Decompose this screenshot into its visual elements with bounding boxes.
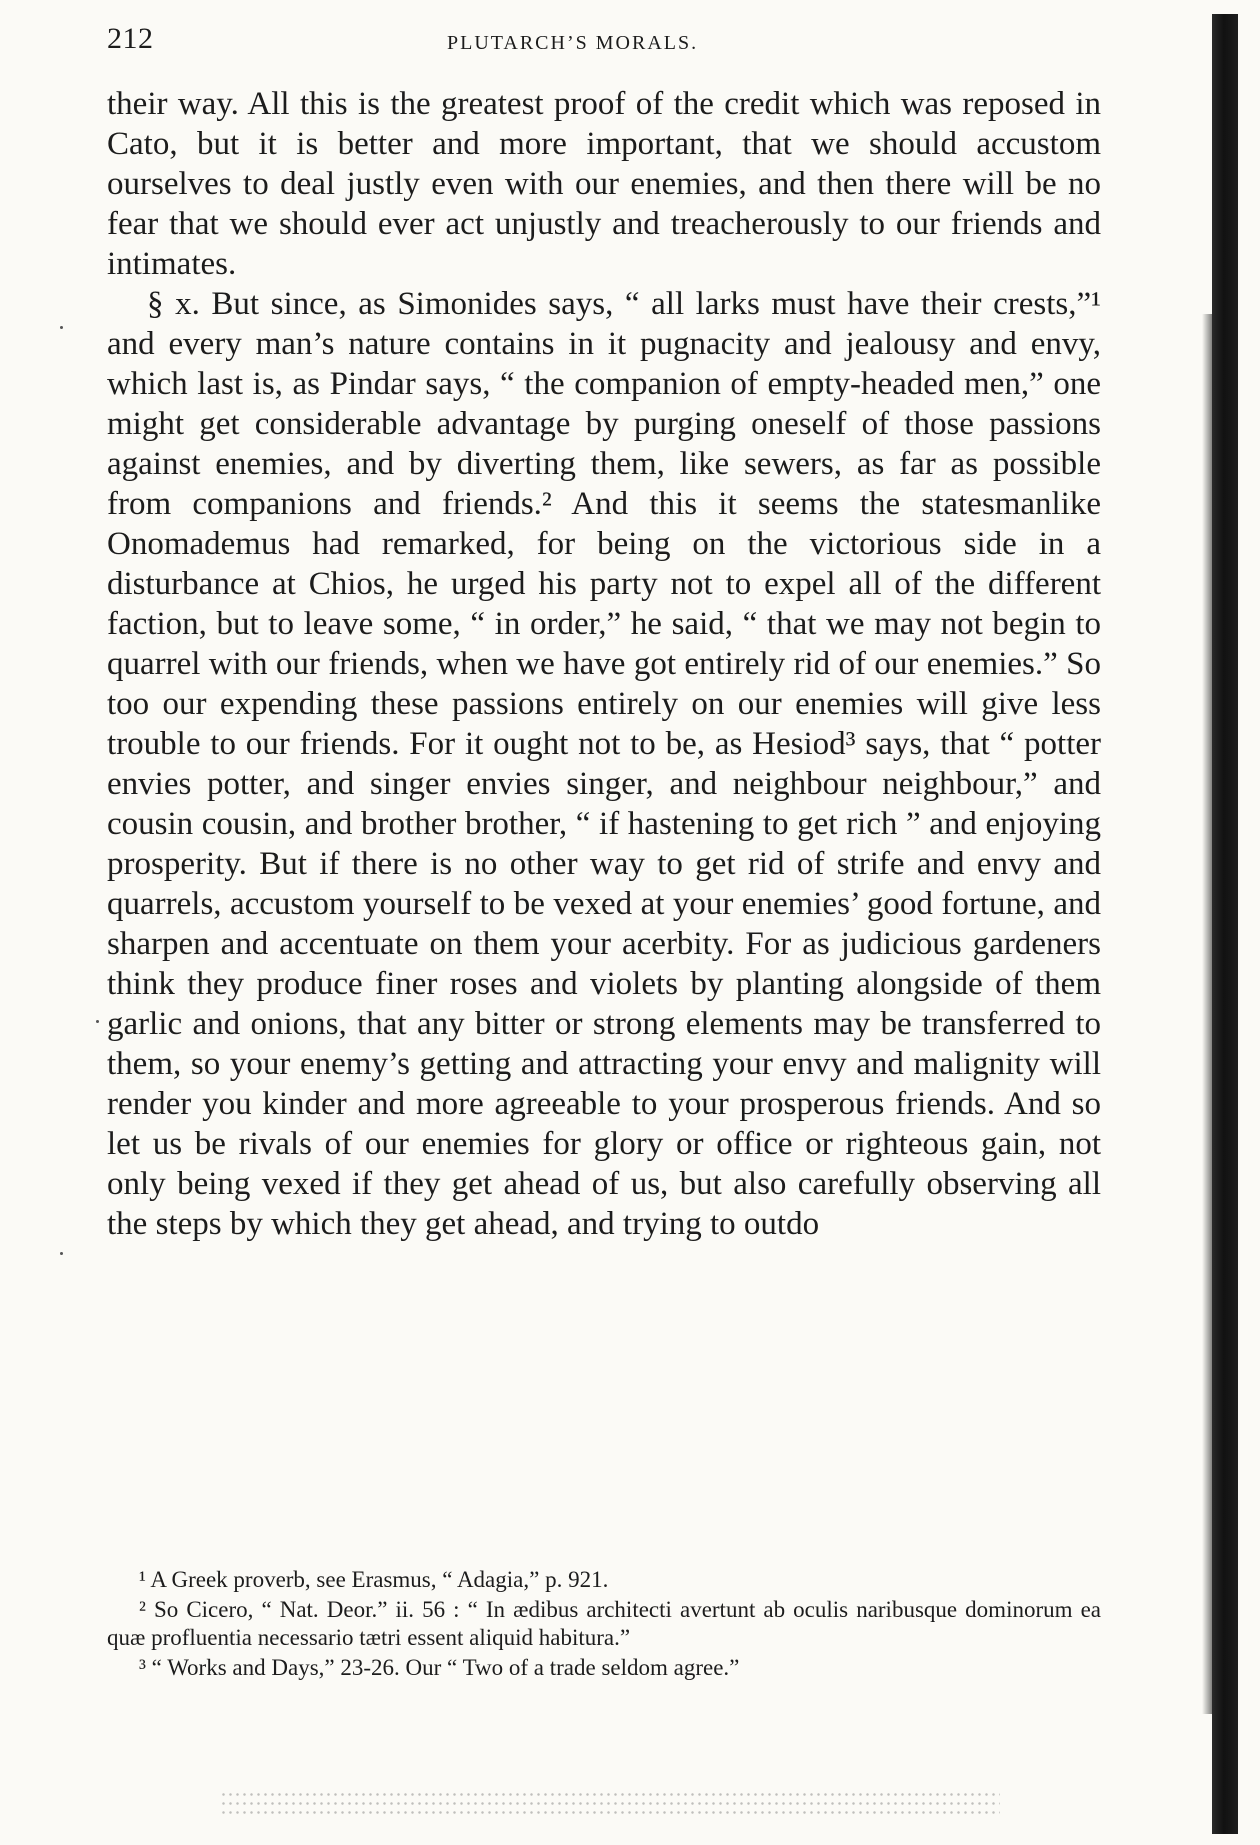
scan-speck <box>60 1252 63 1255</box>
scan-speck <box>60 326 63 329</box>
footnote-2: ² So Cicero, “ Nat. Deor.” ii. 56 : “ In ædibus architecti avertunt ab oculis naribusque dominorum ea quæ profluentia necessario tætri essent aliquid habitura.” <box>107 1597 1101 1650</box>
footnote-1: ¹ A Greek proverb, see Erasmus, “ Adagia,” p. 921. <box>139 1567 609 1592</box>
footnote-3: ³ “ Works and Days,” 23-26. Our “ Two of a trade seldom agree.” <box>139 1655 740 1680</box>
paragraph: their way. All this is the greatest proof of the credit which was reposed in Cato, but it is better and more important, that we should accustom ourselves to deal justly even with our enemies, and then there will be no fear that we should ever act unjustly and treacherously to our friends and intimates. <box>107 86 1101 282</box>
scan-speck <box>96 1020 99 1023</box>
body-text <box>107 84 1101 1244</box>
scan-noise <box>220 1790 1000 1816</box>
running-title: PLUTARCH’S MORALS. <box>447 32 699 54</box>
page-number: 212 <box>107 22 154 55</box>
paragraph: § x. But since, as Simonides says, “ all larks must have their crests,”¹ and every man’s nature contains in it pugnacity and jealousy and envy, which last is, as Pindar says, “ the companion of empty-headed men,” one might get considerable advantage by purging oneself of those passions against enemies, and by diverting them, like sewers, as far as possible from companions and friends.² And this it seems the statesmanlike Onomademus had remarked, for being on the victorious side in a disturbance at Chios, he urged his party not to expel all of the different faction, but to leave some, “ in order,” he said, “ that we may not begin to quarrel with our friends, when we have got entirely rid of our enemies.” So too our expending these passions entirely on our enemies will give less trouble to our friends. For it ought not to be, as Hesiod³ says, that “ potter envies potter, and singer envies singer, and neighbour neighbour,” and cousin cousin, and brother brother, “ if hastening to get rich ” and enjoying prosperity. But if there is no other way to get rid of strife and envy and quarrels, accustom yourself to be vexed at your enemies’ good fortune, and sharpen and accentuate on them your acerbity. For as judicious gardeners think they produce finer roses and violets by planting alongside of them garlic and onions, that any bitter or strong elements may be transferred to them, so your enemy’s getting and attracting your envy and malignity will render you kinder and more agreeable to your prosperous friends. And so let us be rivals of our enemies for glory or office or righteous gain, not only being vexed if they get ahead of us, but also carefully observing all the steps by which they get ahead, and trying to outdo <box>107 286 1101 1242</box>
scan-binding-edge <box>1212 14 1238 1834</box>
footnotes <box>107 1566 1101 1684</box>
page-header <box>107 22 1097 62</box>
